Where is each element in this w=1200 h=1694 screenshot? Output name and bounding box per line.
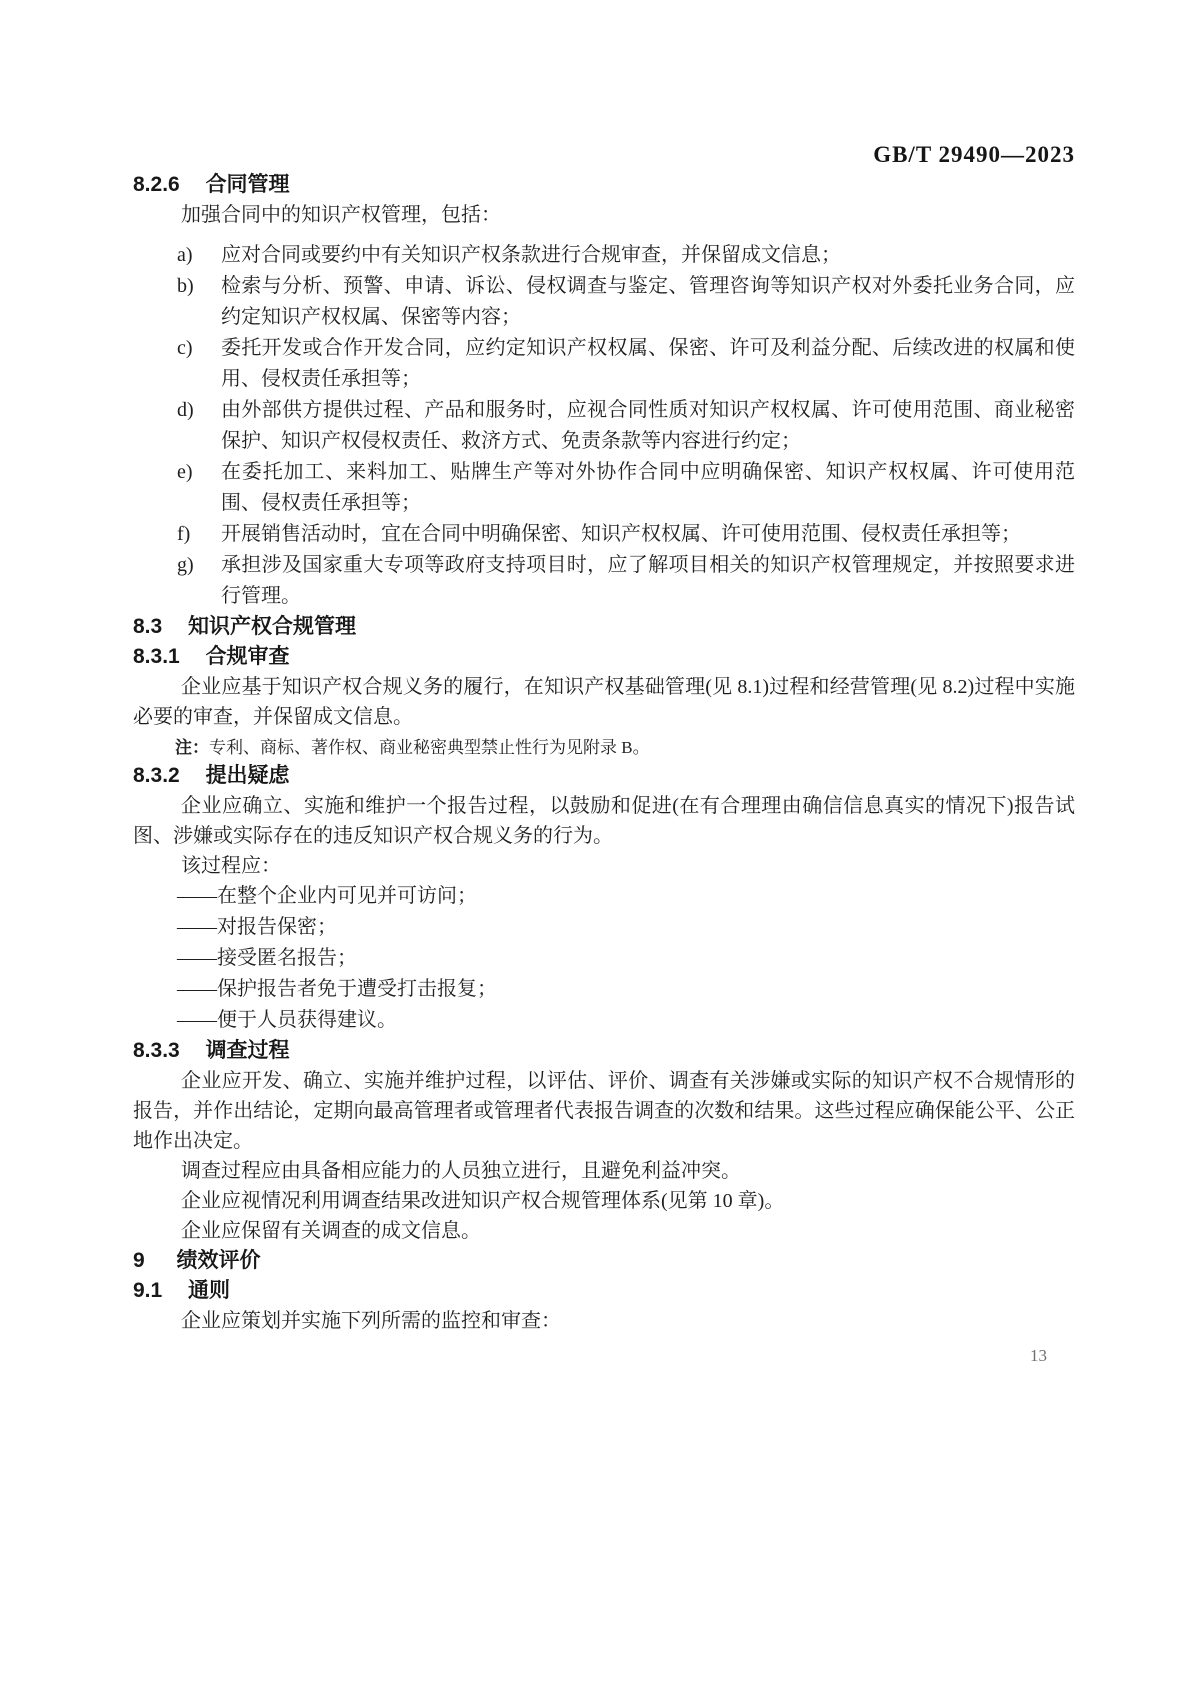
heading-8-3-2 bbox=[133, 761, 1075, 791]
para-833-4: 企业应保留有关调查的成文信息。 bbox=[181, 1220, 481, 1242]
dash-item-1: ——在整个企业内可见并可访问； bbox=[177, 885, 477, 907]
heading-9-1-title: 通则 bbox=[188, 1279, 231, 1302]
heading-8-3-1-title: 合规审查 bbox=[205, 645, 290, 668]
list-item-a bbox=[133, 240, 1075, 271]
heading-9-number: 9 bbox=[133, 1249, 145, 1272]
list-item-c bbox=[133, 333, 1075, 395]
heading-8-3-2-number: 8.3.2 bbox=[133, 764, 180, 787]
list-item-a-text: 应对合同或要约中有关知识产权条款进行合规审查，并保留成文信息； bbox=[221, 244, 841, 266]
list-item-b-label: b) bbox=[177, 275, 194, 297]
note-831 bbox=[175, 734, 1075, 761]
list-item-d-text: 由外部供方提供过程、产品和服务时，应视合同性质对知识产权权属、许可使用范围、商业秘密保护、知识产权侵权责任、救济方式、免责条款等内容进行约定； bbox=[221, 399, 1075, 452]
list-item-b-text: 检索与分析、预警、申请、诉讼、侵权调查与鉴定、管理咨询等知识产权对外委托业务合同，应约定知识产权权属、保密等内容； bbox=[221, 275, 1075, 328]
list-item-g bbox=[133, 550, 1075, 612]
note-831-text: 专利、商标、著作权、商业秘密典型禁止性行为见附录 B。 bbox=[209, 738, 650, 757]
heading-9 bbox=[133, 1246, 1075, 1276]
list-item-f-label: f) bbox=[177, 523, 191, 545]
para-833-1: 企业应开发、确立、实施并维护过程，以评估、评价、调查有关涉嫌或实际的知识产权不合规情形的报告，并作出结论，定期向最高管理者或管理者代表报告调查的次数和结果。这些过程应确保能公平、公正地作出决定。 bbox=[133, 1070, 1075, 1152]
heading-8-3-3-title: 调查过程 bbox=[205, 1039, 290, 1062]
para-833-2: 调查过程应由具备相应能力的人员独立进行，且避免利益冲突。 bbox=[181, 1160, 741, 1182]
list-item-g-label: g) bbox=[177, 554, 194, 576]
heading-8-3-title: 知识产权合规管理 bbox=[188, 615, 357, 638]
heading-9-1 bbox=[133, 1276, 1075, 1306]
para-832-1: 企业应确立、实施和维护一个报告过程，以鼓励和促进(在有合理理由确信信息真实的情况下)报告试图、涉嫌或实际存在的违反知识产权合规义务的行为。 bbox=[133, 795, 1075, 847]
list-item-f bbox=[133, 519, 1075, 550]
page-number: 13 bbox=[1030, 1346, 1047, 1365]
list-item-e bbox=[133, 457, 1075, 519]
dash-item-4: ——保护报告者免于遭受打击报复； bbox=[177, 978, 497, 1000]
para-91: 企业应策划并实施下列所需的监控和审查： bbox=[181, 1310, 561, 1332]
list-item-b bbox=[133, 271, 1075, 333]
heading-8-2-6 bbox=[133, 170, 1075, 200]
heading-8-3 bbox=[133, 612, 1075, 642]
heading-8-2-6-title: 合同管理 bbox=[205, 173, 290, 196]
heading-8-3-3 bbox=[133, 1036, 1075, 1066]
heading-8-3-number: 8.3 bbox=[133, 615, 163, 638]
list-item-g-text: 承担涉及国家重大专项等政府支持项目时，应了解项目相关的知识产权管理规定，并按照要求进行管理。 bbox=[221, 554, 1075, 607]
para-833-3: 企业应视情况利用调查结果改进知识产权合规管理体系(见第 10 章)。 bbox=[181, 1190, 785, 1212]
doc-number: GB/T 29490—2023 bbox=[873, 142, 1075, 167]
dash-list-832 bbox=[133, 881, 1075, 1036]
note-831-label: 注： bbox=[175, 738, 209, 757]
heading-8-3-3-number: 8.3.3 bbox=[133, 1039, 180, 1062]
list-item-d bbox=[133, 395, 1075, 457]
heading-9-1-number: 9.1 bbox=[133, 1279, 163, 1302]
list-item-c-label: c) bbox=[177, 337, 193, 359]
page-content bbox=[133, 140, 1075, 1368]
list-item-c-text: 委托开发或合作开发合同，应约定知识产权权属、保密、许可及利益分配、后续改进的权属和使用、侵权责任承担等； bbox=[221, 337, 1075, 390]
list-item-d-label: d) bbox=[177, 399, 194, 421]
list-826 bbox=[133, 240, 1075, 612]
list-item-f-text: 开展销售活动时，宜在合同中明确保密、知识产权权属、许可使用范围、侵权责任承担等； bbox=[221, 523, 1021, 545]
list-item-e-label: e) bbox=[177, 461, 193, 483]
heading-8-3-1 bbox=[133, 642, 1075, 672]
dash-item-3: ——接受匿名报告； bbox=[177, 947, 357, 969]
heading-8-3-2-title: 提出疑虑 bbox=[205, 764, 290, 787]
para-826-intro: 加强合同中的知识产权管理，包括： bbox=[181, 204, 501, 226]
list-item-e-text: 在委托加工、来料加工、贴牌生产等对外协作合同中应明确保密、知识产权权属、许可使用范围、侵权责任承担等； bbox=[221, 461, 1075, 514]
heading-8-3-1-number: 8.3.1 bbox=[133, 645, 180, 668]
para-831: 企业应基于知识产权合规义务的履行，在知识产权基础管理(见 8.1)过程和经营管理(见 8.2)过程中实施必要的审查，并保留成文信息。 bbox=[133, 676, 1075, 728]
dash-item-5: ——便于人员获得建议。 bbox=[177, 1009, 397, 1031]
para-832-2: 该过程应： bbox=[181, 855, 281, 877]
heading-9-title: 绩效评价 bbox=[176, 1249, 261, 1272]
dash-item-2: ——对报告保密； bbox=[177, 916, 337, 938]
heading-8-2-6-number: 8.2.6 bbox=[133, 173, 180, 196]
list-item-a-label: a) bbox=[177, 244, 193, 266]
